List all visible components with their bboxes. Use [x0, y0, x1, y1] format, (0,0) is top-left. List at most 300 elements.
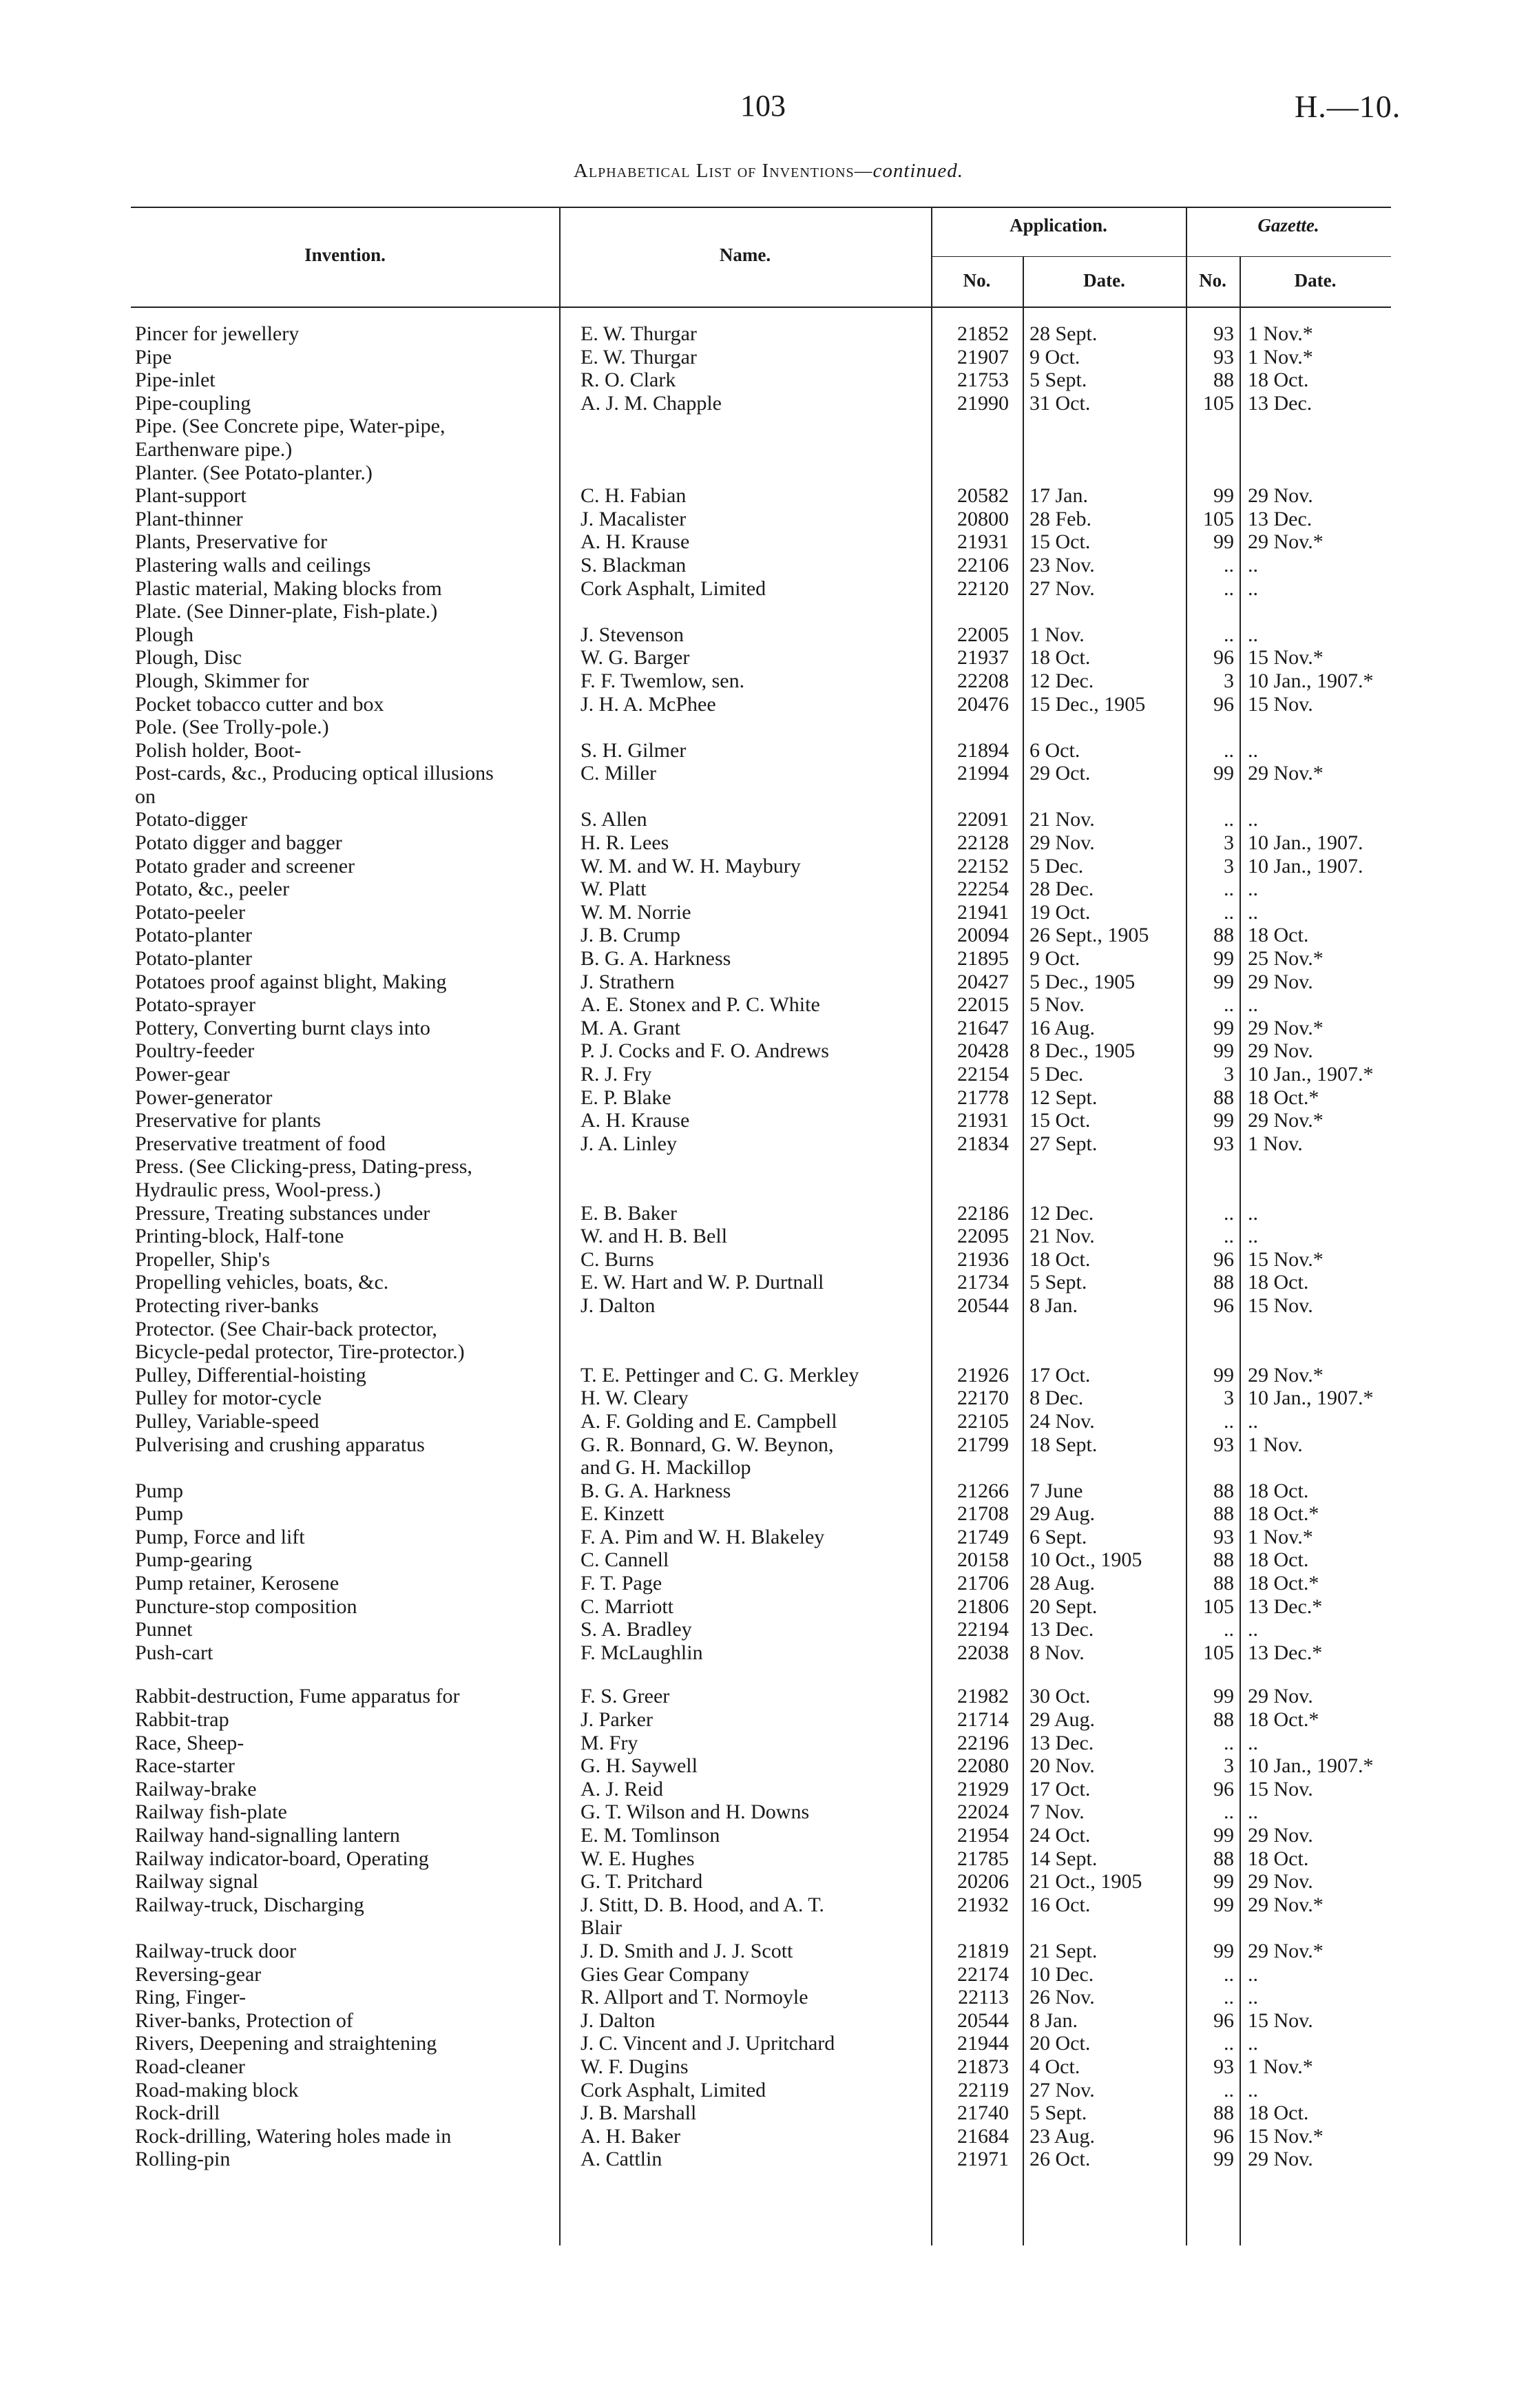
name-cell: B. G. A. Harkness [581, 947, 731, 971]
app-date-cell: 17 Oct. [1029, 1363, 1091, 1387]
gazette-date-cell: 29 Nov. [1248, 1870, 1313, 1893]
name-cell: A. J. Reid [581, 1777, 663, 1800]
gazette-date-cell: .. [1248, 1986, 1258, 2009]
gazette-no-cell: 88 [1213, 369, 1234, 392]
app-date-cell: 5 Dec., 1905 [1029, 970, 1136, 993]
header-app-no: No. [963, 270, 991, 291]
table-row [0, 392, 1537, 415]
invention-cell: Poultry-feeder [135, 1039, 255, 1063]
gazette-date-cell: .. [1248, 623, 1258, 646]
name-cell: G. T. Pritchard [581, 1870, 703, 1893]
gazette-date-cell: 29 Nov. [1248, 970, 1313, 993]
gazette-date-cell: 18 Oct.* [1248, 1708, 1319, 1732]
app-date-cell: 5 Sept. [1029, 2101, 1087, 2125]
gazette-date-cell: .. [1248, 1225, 1258, 1248]
gazette-date-cell: 10 Jan., 1907.* [1248, 1387, 1374, 1410]
gazette-no-cell: 99 [1213, 1363, 1234, 1387]
app-no-cell: 22152 [957, 854, 1009, 878]
app-no-cell: 21971 [957, 2148, 1009, 2171]
name-cell: and G. H. Mackillop [581, 1456, 751, 1480]
gazette-no-cell: .. [1224, 808, 1234, 831]
table-row [0, 1225, 1537, 1248]
app-date-cell: 26 Nov. [1029, 1986, 1095, 2009]
invention-cell: Pump [135, 1502, 184, 1526]
gazette-date-cell: 18 Oct. [1248, 1548, 1309, 1572]
gazette-no-cell: 93 [1213, 1433, 1234, 1456]
table-row [0, 1502, 1537, 1526]
table-row [0, 1433, 1537, 1457]
invention-cell: Polish holder, Boot- [135, 738, 302, 762]
gazette-date-cell: 29 Nov. [1248, 1685, 1313, 1708]
app-no-cell: 21819 [957, 1939, 1009, 1962]
app-no-cell: 22174 [957, 1962, 1009, 1986]
name-cell: E. W. Hart and W. P. Durtnall [581, 1271, 824, 1294]
gazette-date-cell: 1 Nov. [1248, 1132, 1303, 1155]
gazette-no-cell: .. [1224, 1618, 1234, 1641]
header-app-date: Date. [1083, 270, 1125, 291]
table-row [0, 1132, 1537, 1156]
app-date-cell: 5 Nov. [1029, 993, 1085, 1017]
app-date-cell: 19 Oct. [1029, 900, 1091, 924]
app-no-cell: 22095 [957, 1225, 1009, 1248]
gazette-date-cell: 10 Jan., 1907. [1248, 831, 1363, 855]
gazette-no-cell: 99 [1213, 1109, 1234, 1132]
gazette-no-cell: 99 [1213, 1685, 1234, 1708]
table-row [0, 1271, 1537, 1294]
gazette-no-cell: 88 [1213, 924, 1234, 947]
gazette-date-cell: 18 Oct. [1248, 1271, 1309, 1294]
name-cell: E. M. Tomlinson [581, 1824, 720, 1847]
table-row [0, 993, 1537, 1017]
app-date-cell: 5 Dec. [1029, 854, 1084, 878]
gazette-no-cell: .. [1224, 738, 1234, 762]
gazette-no-cell: 99 [1213, 530, 1234, 554]
app-date-cell: 12 Sept. [1029, 1086, 1098, 1109]
invention-cell: Railway hand-signalling lantern [135, 1824, 400, 1847]
app-no-cell: 22106 [957, 553, 1009, 577]
invention-cell: Pocket tobacco cutter and box [135, 692, 384, 716]
name-cell: R. Allport and T. Normoyle [581, 1986, 808, 2009]
app-no-cell: 21852 [957, 322, 1009, 345]
app-date-cell: 16 Aug. [1029, 1016, 1096, 1039]
gazette-no-cell: 99 [1213, 1939, 1234, 1962]
app-date-cell: 28 Feb. [1029, 507, 1091, 530]
name-cell: T. E. Pettinger and C. G. Merkley [581, 1363, 859, 1387]
app-no-cell: 20476 [957, 692, 1009, 716]
name-cell: S. Blackman [581, 553, 687, 577]
gazette-no-cell: 99 [1213, 947, 1234, 971]
name-cell: J. B. Marshall [581, 2101, 697, 2125]
name-cell: G. H. Saywell [581, 1754, 698, 1778]
app-date-cell: 7 June [1029, 1479, 1083, 1502]
gazette-date-cell: 29 Nov. [1248, 1824, 1313, 1847]
table-row [0, 878, 1537, 901]
table-row [0, 1039, 1537, 1063]
gazette-no-cell: 99 [1213, 484, 1234, 508]
name-cell: W. Platt [581, 878, 647, 901]
invention-cell: Railway indicator-board, Operating [135, 1847, 429, 1870]
app-no-cell: 21806 [957, 1595, 1009, 1618]
app-date-cell: 20 Oct. [1029, 2032, 1091, 2055]
gazette-date-cell: 15 Nov. [1248, 1294, 1313, 1317]
table-row [0, 1086, 1537, 1110]
gazette-date-cell: .. [1248, 993, 1258, 1017]
app-date-cell: 18 Oct. [1029, 646, 1091, 670]
invention-cell: Push-cart [135, 1641, 213, 1664]
gazette-no-cell: 88 [1213, 1271, 1234, 1294]
app-date-cell: 17 Oct. [1029, 1777, 1091, 1800]
gazette-no-cell: 88 [1213, 1708, 1234, 1732]
table-row [0, 947, 1537, 971]
header-gaz-date: Date. [1294, 270, 1337, 291]
app-no-cell: 21647 [957, 1016, 1009, 1039]
gazette-date-cell: 18 Oct. [1248, 2101, 1309, 2125]
app-date-cell: 7 Nov. [1029, 1800, 1085, 1824]
gazette-no-cell: 105 [1203, 391, 1234, 415]
app-date-cell: 31 Oct. [1029, 391, 1091, 415]
invention-cell: Press. (See Clicking-press, Dating-press, [135, 1155, 472, 1179]
gazette-no-cell: 93 [1213, 1525, 1234, 1548]
app-no-cell: 22120 [957, 577, 1009, 600]
app-date-cell: 27 Nov. [1029, 2078, 1095, 2101]
name-cell: A. F. Golding and E. Campbell [581, 1409, 837, 1433]
app-no-cell: 22254 [957, 878, 1009, 901]
gazette-no-cell: 88 [1213, 2101, 1234, 2125]
page-number: 103 [740, 89, 786, 123]
app-no-cell: 20582 [957, 484, 1009, 508]
table-row [0, 1340, 1537, 1364]
invention-cell: Potato-sprayer [135, 993, 255, 1017]
table-row [0, 739, 1537, 762]
invention-cell: Railway-truck door [135, 1939, 297, 1962]
table-row [0, 1916, 1537, 1940]
header-invention: Invention. [304, 245, 386, 265]
gazette-no-cell: .. [1224, 1225, 1234, 1248]
gazette-no-cell: 93 [1213, 1132, 1234, 1155]
app-no-cell: 21684 [957, 2124, 1009, 2148]
name-cell: F. F. Twemlow, sen. [581, 669, 745, 692]
gazette-date-cell: 13 Dec.* [1248, 1595, 1323, 1618]
app-date-cell: 12 Dec. [1029, 1201, 1094, 1225]
name-cell: J. B. Crump [581, 924, 681, 947]
invention-cell: Rabbit-trap [135, 1708, 229, 1732]
gazette-no-cell: .. [1224, 993, 1234, 1017]
gazette-date-cell: 15 Nov.* [1248, 1247, 1324, 1271]
gazette-date-cell: .. [1248, 900, 1258, 924]
app-date-cell: 5 Sept. [1029, 1271, 1087, 1294]
app-no-cell: 22194 [957, 1618, 1009, 1641]
gazette-date-cell: 18 Oct.* [1248, 1502, 1319, 1526]
table-row [0, 2009, 1537, 2033]
app-date-cell: 8 Nov. [1029, 1641, 1085, 1664]
name-cell: E. P. Blake [581, 1086, 671, 1109]
invention-cell: Ring, Finger- [135, 1986, 247, 2009]
name-cell: B. G. A. Harkness [581, 1479, 731, 1502]
name-cell: W. G. Barger [581, 646, 690, 670]
gazette-no-cell: 99 [1213, 1893, 1234, 1916]
table-row [0, 369, 1537, 392]
app-no-cell: 21708 [957, 1502, 1009, 1526]
name-cell: C. Cannell [581, 1548, 669, 1572]
table-row [0, 1063, 1537, 1086]
gazette-date-cell: .. [1248, 2032, 1258, 2055]
invention-cell: Protecting river-banks [135, 1294, 319, 1317]
gazette-no-cell: 99 [1213, 1016, 1234, 1039]
gazette-date-cell: 29 Nov. [1248, 484, 1313, 508]
invention-cell: on [135, 785, 156, 808]
table-row [0, 971, 1537, 994]
invention-cell: Pipe-inlet [135, 369, 216, 392]
gazette-no-cell: .. [1224, 1986, 1234, 2009]
name-cell: J. Macalister [581, 507, 687, 530]
gazette-no-cell: 105 [1203, 1641, 1234, 1664]
header-gazette: Gazette. [1257, 215, 1319, 236]
gazette-date-cell: 29 Nov.* [1248, 1363, 1324, 1387]
table-row [0, 1294, 1537, 1318]
invention-cell: Rivers, Deepening and straightening [135, 2032, 437, 2055]
name-cell: E. B. Baker [581, 1201, 677, 1225]
gazette-no-cell: .. [1224, 623, 1234, 646]
table-row [0, 2125, 1537, 2148]
app-date-cell: 16 Oct. [1029, 1893, 1091, 1916]
table-row [0, 508, 1537, 531]
name-cell: E. W. Thurgar [581, 322, 697, 345]
table-row [0, 1754, 1537, 1778]
name-cell: W. M. and W. H. Maybury [581, 854, 801, 878]
invention-cell: Pump-gearing [135, 1548, 252, 1572]
table-row [0, 1870, 1537, 1893]
invention-cell: Railway-brake [135, 1777, 257, 1800]
table-row [0, 415, 1537, 438]
table-row [0, 1480, 1537, 1503]
name-cell: Gies Gear Company [581, 1962, 749, 1986]
table-row [0, 1986, 1537, 2009]
invention-cell: Potato digger and bagger [135, 831, 342, 855]
gazette-no-cell: 105 [1203, 507, 1234, 530]
table-row [0, 1364, 1537, 1387]
app-date-cell: 18 Sept. [1029, 1433, 1098, 1456]
table-row [0, 600, 1537, 623]
name-cell: M. Fry [581, 1731, 638, 1754]
invention-cell: Railway fish-plate [135, 1800, 287, 1824]
app-date-cell: 5 Sept. [1029, 369, 1087, 392]
app-date-cell: 26 Oct. [1029, 2148, 1091, 2171]
app-no-cell: 22208 [957, 669, 1009, 692]
app-date-cell: 28 Aug. [1029, 1572, 1096, 1595]
table-row [0, 2101, 1537, 2125]
invention-cell: Pump [135, 1479, 184, 1502]
invention-cell: Pulverising and crushing apparatus [135, 1433, 425, 1456]
name-cell: F. McLaughlin [581, 1641, 703, 1664]
table-row [0, 2032, 1537, 2055]
table-row [0, 1893, 1537, 1917]
table-row [0, 1179, 1537, 1202]
name-cell: F. T. Page [581, 1572, 662, 1595]
gazette-no-cell: 93 [1213, 2055, 1234, 2078]
table-row [0, 554, 1537, 577]
header-mid-rule [931, 256, 1391, 257]
name-cell: J. Strathern [581, 970, 675, 993]
app-no-cell: 21990 [957, 391, 1009, 415]
app-date-cell: 26 Sept., 1905 [1029, 924, 1149, 947]
invention-cell: Planter. (See Potato-planter.) [135, 461, 373, 484]
invention-cell: Plant-thinner [135, 507, 243, 530]
invention-cell: Pulley for motor-cycle [135, 1387, 322, 1410]
app-no-cell: 22113 [958, 1986, 1009, 2009]
invention-cell: Pump retainer, Kerosene [135, 1572, 339, 1595]
name-cell: C. Miller [581, 762, 656, 785]
invention-cell: Road-cleaner [135, 2055, 245, 2078]
app-date-cell: 17 Jan. [1029, 484, 1088, 508]
invention-cell: Potato-planter [135, 924, 252, 947]
table-row [0, 924, 1537, 947]
gazette-date-cell: 10 Jan., 1907.* [1248, 1063, 1374, 1086]
invention-cell: Plate. (See Dinner-plate, Fish-plate.) [135, 600, 438, 623]
app-no-cell: 21834 [957, 1132, 1009, 1155]
app-no-cell: 22105 [957, 1409, 1009, 1433]
gazette-no-cell: 88 [1213, 1548, 1234, 1572]
invention-cell: Bicycle-pedal protector, Tire-protector.) [135, 1340, 465, 1364]
gazette-no-cell: 96 [1213, 2124, 1234, 2148]
app-date-cell: 8 Dec., 1905 [1029, 1039, 1136, 1063]
gazette-no-cell: 3 [1224, 1754, 1234, 1778]
table-row [0, 646, 1537, 670]
gazette-date-cell: 18 Oct.* [1248, 1086, 1319, 1109]
name-cell: S. A. Bradley [581, 1618, 692, 1641]
gazette-date-cell: .. [1248, 1962, 1258, 1986]
name-cell: J. Dalton [581, 2009, 656, 2032]
gazette-date-cell: .. [1248, 1800, 1258, 1824]
app-no-cell: 22015 [957, 993, 1009, 1017]
gazette-date-cell: 29 Nov. [1248, 1039, 1313, 1063]
gazette-no-cell: 3 [1224, 831, 1234, 855]
app-no-cell: 21895 [957, 947, 1009, 971]
table-row [0, 2055, 1537, 2079]
gazette-date-cell: 1 Nov.* [1248, 345, 1313, 369]
gazette-date-cell: 15 Nov. [1248, 1777, 1313, 1800]
app-date-cell: 8 Dec. [1029, 1387, 1084, 1410]
table-row [0, 1017, 1537, 1040]
app-no-cell: 20428 [957, 1039, 1009, 1063]
app-no-cell: 21894 [957, 738, 1009, 762]
app-date-cell: 15 Oct. [1029, 530, 1091, 554]
gazette-date-cell: 29 Nov.* [1248, 762, 1324, 785]
gazette-date-cell: 15 Nov.* [1248, 2124, 1324, 2148]
invention-cell: Plant-support [135, 484, 247, 508]
gazette-no-cell: 93 [1213, 345, 1234, 369]
gazette-no-cell: .. [1224, 1409, 1234, 1433]
app-date-cell: 13 Dec. [1029, 1618, 1094, 1641]
table-row [0, 530, 1537, 554]
name-cell: S. Allen [581, 808, 647, 831]
gazette-date-cell: 29 Nov.* [1248, 530, 1324, 554]
gazette-date-cell: 1 Nov.* [1248, 2055, 1313, 2078]
gazette-no-cell: 96 [1213, 1247, 1234, 1271]
table-row [0, 2079, 1537, 2102]
gazette-no-cell: .. [1224, 2078, 1234, 2101]
table-row [0, 1618, 1537, 1641]
app-date-cell: 28 Sept. [1029, 322, 1098, 345]
table-row [0, 670, 1537, 693]
gazette-date-cell: 29 Nov.* [1248, 1893, 1324, 1916]
gazette-no-cell: 99 [1213, 2148, 1234, 2171]
app-no-cell: 21932 [957, 1893, 1009, 1916]
app-date-cell: 21 Oct., 1905 [1029, 1870, 1142, 1893]
app-no-cell: 21907 [957, 345, 1009, 369]
invention-cell: Potato-peeler [135, 900, 245, 924]
name-cell: J. A. Linley [581, 1132, 677, 1155]
gazette-date-cell: .. [1248, 553, 1258, 577]
invention-cell: Pipe. (See Concrete pipe, Water-pipe, [135, 415, 446, 438]
invention-cell: Pump, Force and lift [135, 1525, 305, 1548]
app-date-cell: 18 Oct. [1029, 1247, 1091, 1271]
gazette-no-cell: 96 [1213, 1294, 1234, 1317]
table-row [0, 808, 1537, 831]
app-date-cell: 24 Nov. [1029, 1409, 1095, 1433]
gazette-no-cell: 96 [1213, 646, 1234, 670]
app-no-cell: 21873 [957, 2055, 1009, 2078]
name-cell: J. Dalton [581, 1294, 656, 1317]
table-row [0, 577, 1537, 601]
gazette-date-cell: 29 Nov.* [1248, 1939, 1324, 1962]
invention-cell: Propelling vehicles, boats, &c. [135, 1271, 389, 1294]
invention-cell: Railway signal [135, 1870, 259, 1893]
table-row [0, 438, 1537, 461]
gazette-date-cell: 29 Nov. [1248, 2148, 1313, 2171]
table-row [0, 1548, 1537, 1572]
app-no-cell: 20544 [957, 2009, 1009, 2032]
app-date-cell: 21 Sept. [1029, 1939, 1098, 1962]
gazette-date-cell: .. [1248, 1618, 1258, 1641]
app-no-cell: 22128 [957, 831, 1009, 855]
gazette-date-cell: .. [1248, 738, 1258, 762]
gazette-date-cell: .. [1248, 1409, 1258, 1433]
table-row [0, 1248, 1537, 1272]
invention-cell: Plastering walls and ceilings [135, 553, 371, 577]
gazette-date-cell: 15 Nov. [1248, 692, 1313, 716]
app-date-cell: 10 Dec. [1029, 1962, 1094, 1986]
gazette-date-cell: 13 Dec. [1248, 507, 1313, 530]
table-row [0, 461, 1537, 485]
table-row [0, 1410, 1537, 1433]
app-no-cell: 21936 [957, 1247, 1009, 1271]
gazette-no-cell: 96 [1213, 692, 1234, 716]
name-cell: W. F. Dugins [581, 2055, 689, 2078]
invention-cell: Plastic material, Making blocks from [135, 577, 442, 600]
invention-cell: Race-starter [135, 1754, 235, 1778]
app-date-cell: 4 Oct. [1029, 2055, 1080, 2078]
header-name: Name. [719, 245, 771, 265]
invention-cell: Plough, Skimmer for [135, 669, 309, 692]
invention-cell: Race, Sheep- [135, 1731, 244, 1754]
gazette-no-cell: 3 [1224, 669, 1234, 692]
table-row [0, 1595, 1537, 1619]
app-date-cell: 29 Nov. [1029, 831, 1095, 855]
invention-cell: Rabbit-destruction, Fume apparatus for [135, 1685, 460, 1708]
gazette-no-cell: 99 [1213, 1039, 1234, 1063]
app-no-cell: 21926 [957, 1363, 1009, 1387]
gazette-no-cell: 3 [1224, 854, 1234, 878]
invention-cell: Pincer for jewellery [135, 322, 300, 345]
invention-cell: Propeller, Ship's [135, 1247, 270, 1271]
app-date-cell: 23 Aug. [1029, 2124, 1096, 2148]
app-date-cell: 9 Oct. [1029, 345, 1080, 369]
name-cell: F. S. Greer [581, 1685, 670, 1708]
invention-cell: Earthenware pipe.) [135, 437, 293, 461]
gazette-date-cell: 1 Nov. [1248, 1433, 1303, 1456]
name-cell: E. Kinzett [581, 1502, 665, 1526]
invention-cell: Power-gear [135, 1063, 230, 1086]
